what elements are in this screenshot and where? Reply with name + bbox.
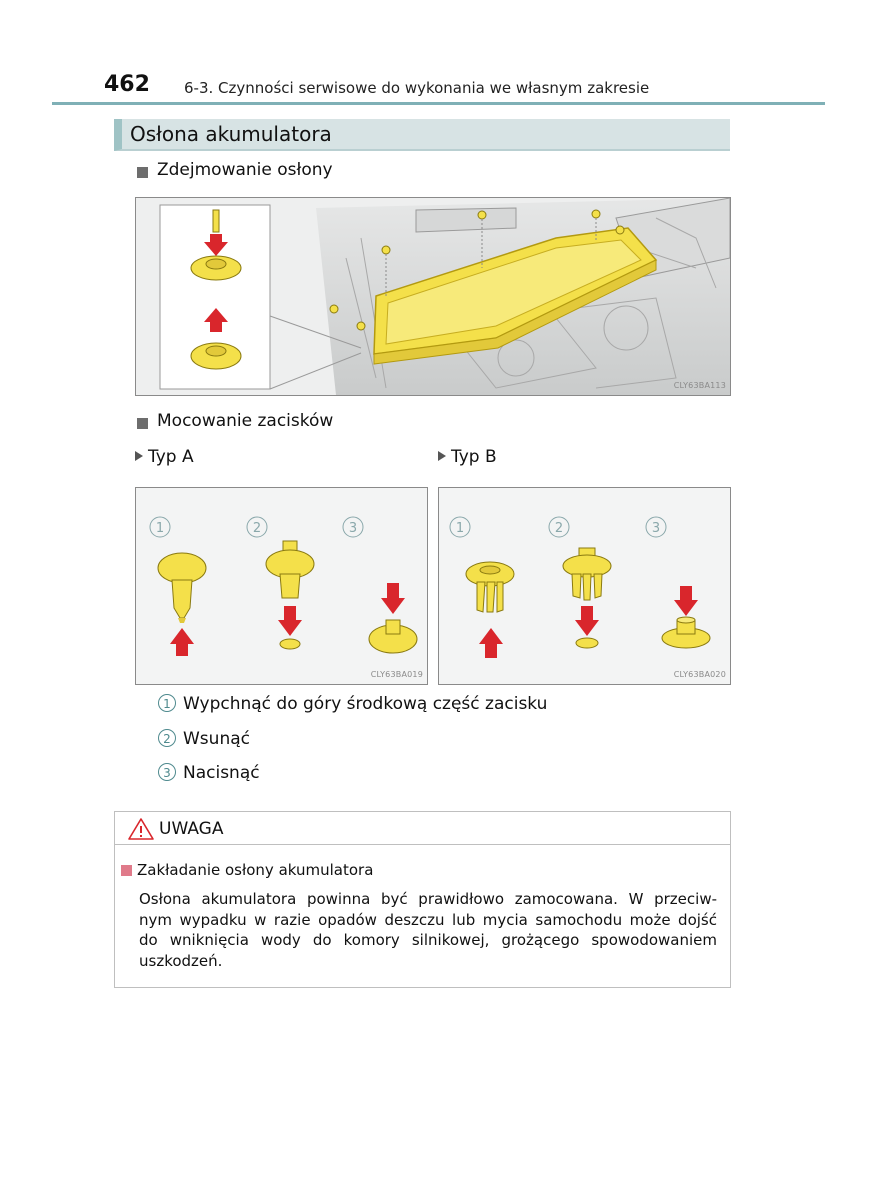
engine-bay-illustration xyxy=(136,198,730,395)
step-1-marker: 1 xyxy=(455,521,465,536)
step-text: Wypchnąć do góry środkową część zacisku xyxy=(183,694,548,714)
step-number-badge: 2 xyxy=(158,729,176,747)
type-b-clip-illustration xyxy=(439,488,730,684)
warning-line: do wniknięcia wody do komory silnikowej, grożącego spowodowaniem xyxy=(139,931,717,949)
step-3-marker: 3 xyxy=(651,521,661,536)
step-item-1 xyxy=(158,694,547,714)
warning-box xyxy=(114,811,731,988)
warning-line: uszkodzeń. xyxy=(139,951,223,970)
clips-heading: Mocowanie zacisków xyxy=(157,411,334,431)
page-number: 462 xyxy=(104,72,150,97)
square-bullet-icon xyxy=(137,167,148,178)
warning-title: UWAGA xyxy=(159,819,224,839)
warning-triangle-icon xyxy=(127,817,155,841)
square-bullet-icon xyxy=(121,865,132,876)
running-header: 6-3. Czynności serwisowe do wykonania we własnym zakresie xyxy=(184,79,650,97)
warning-subheading: Zakładanie osłony akumulatora xyxy=(137,861,374,879)
step-text: Wsunąć xyxy=(183,729,250,749)
triangle-bullet-icon xyxy=(135,451,143,461)
section-title: Osłona akumulatora xyxy=(130,122,332,146)
warning-line: nym wypadku w razie opadów deszczu lub mycia samochodu może dojść xyxy=(139,910,717,929)
header-rule xyxy=(52,102,825,105)
cover-removal-figure xyxy=(135,197,731,396)
step-number-badge: 1 xyxy=(158,694,176,712)
type-b-label: Typ B xyxy=(438,447,497,467)
warning-body xyxy=(139,889,717,971)
figure-code: CLY63BA019 xyxy=(370,670,423,679)
warning-divider xyxy=(115,844,730,845)
removal-heading: Zdejmowanie osłony xyxy=(157,160,333,180)
step-1-marker: 1 xyxy=(155,521,165,536)
square-bullet-icon xyxy=(137,418,148,429)
step-2-marker: 2 xyxy=(554,521,564,536)
step-2-marker: 2 xyxy=(252,521,262,536)
type-a-clip-illustration xyxy=(136,488,427,684)
step-3-marker: 3 xyxy=(348,521,358,536)
step-text: Nacisnąć xyxy=(183,763,260,783)
warning-line: Osłona akumulatora powinna być prawidłowo zamocowana. W przeciw- xyxy=(139,890,717,908)
triangle-bullet-icon xyxy=(438,451,446,461)
step-item-3 xyxy=(158,763,260,783)
figure-code: CLY63BA020 xyxy=(673,670,726,679)
figure-code: CLY63BA113 xyxy=(673,381,726,390)
type-a-figure xyxy=(135,487,428,685)
step-item-2 xyxy=(158,729,250,749)
step-number-badge: 3 xyxy=(158,763,176,781)
type-b-figure xyxy=(438,487,731,685)
type-a-label: Typ A xyxy=(135,447,194,467)
